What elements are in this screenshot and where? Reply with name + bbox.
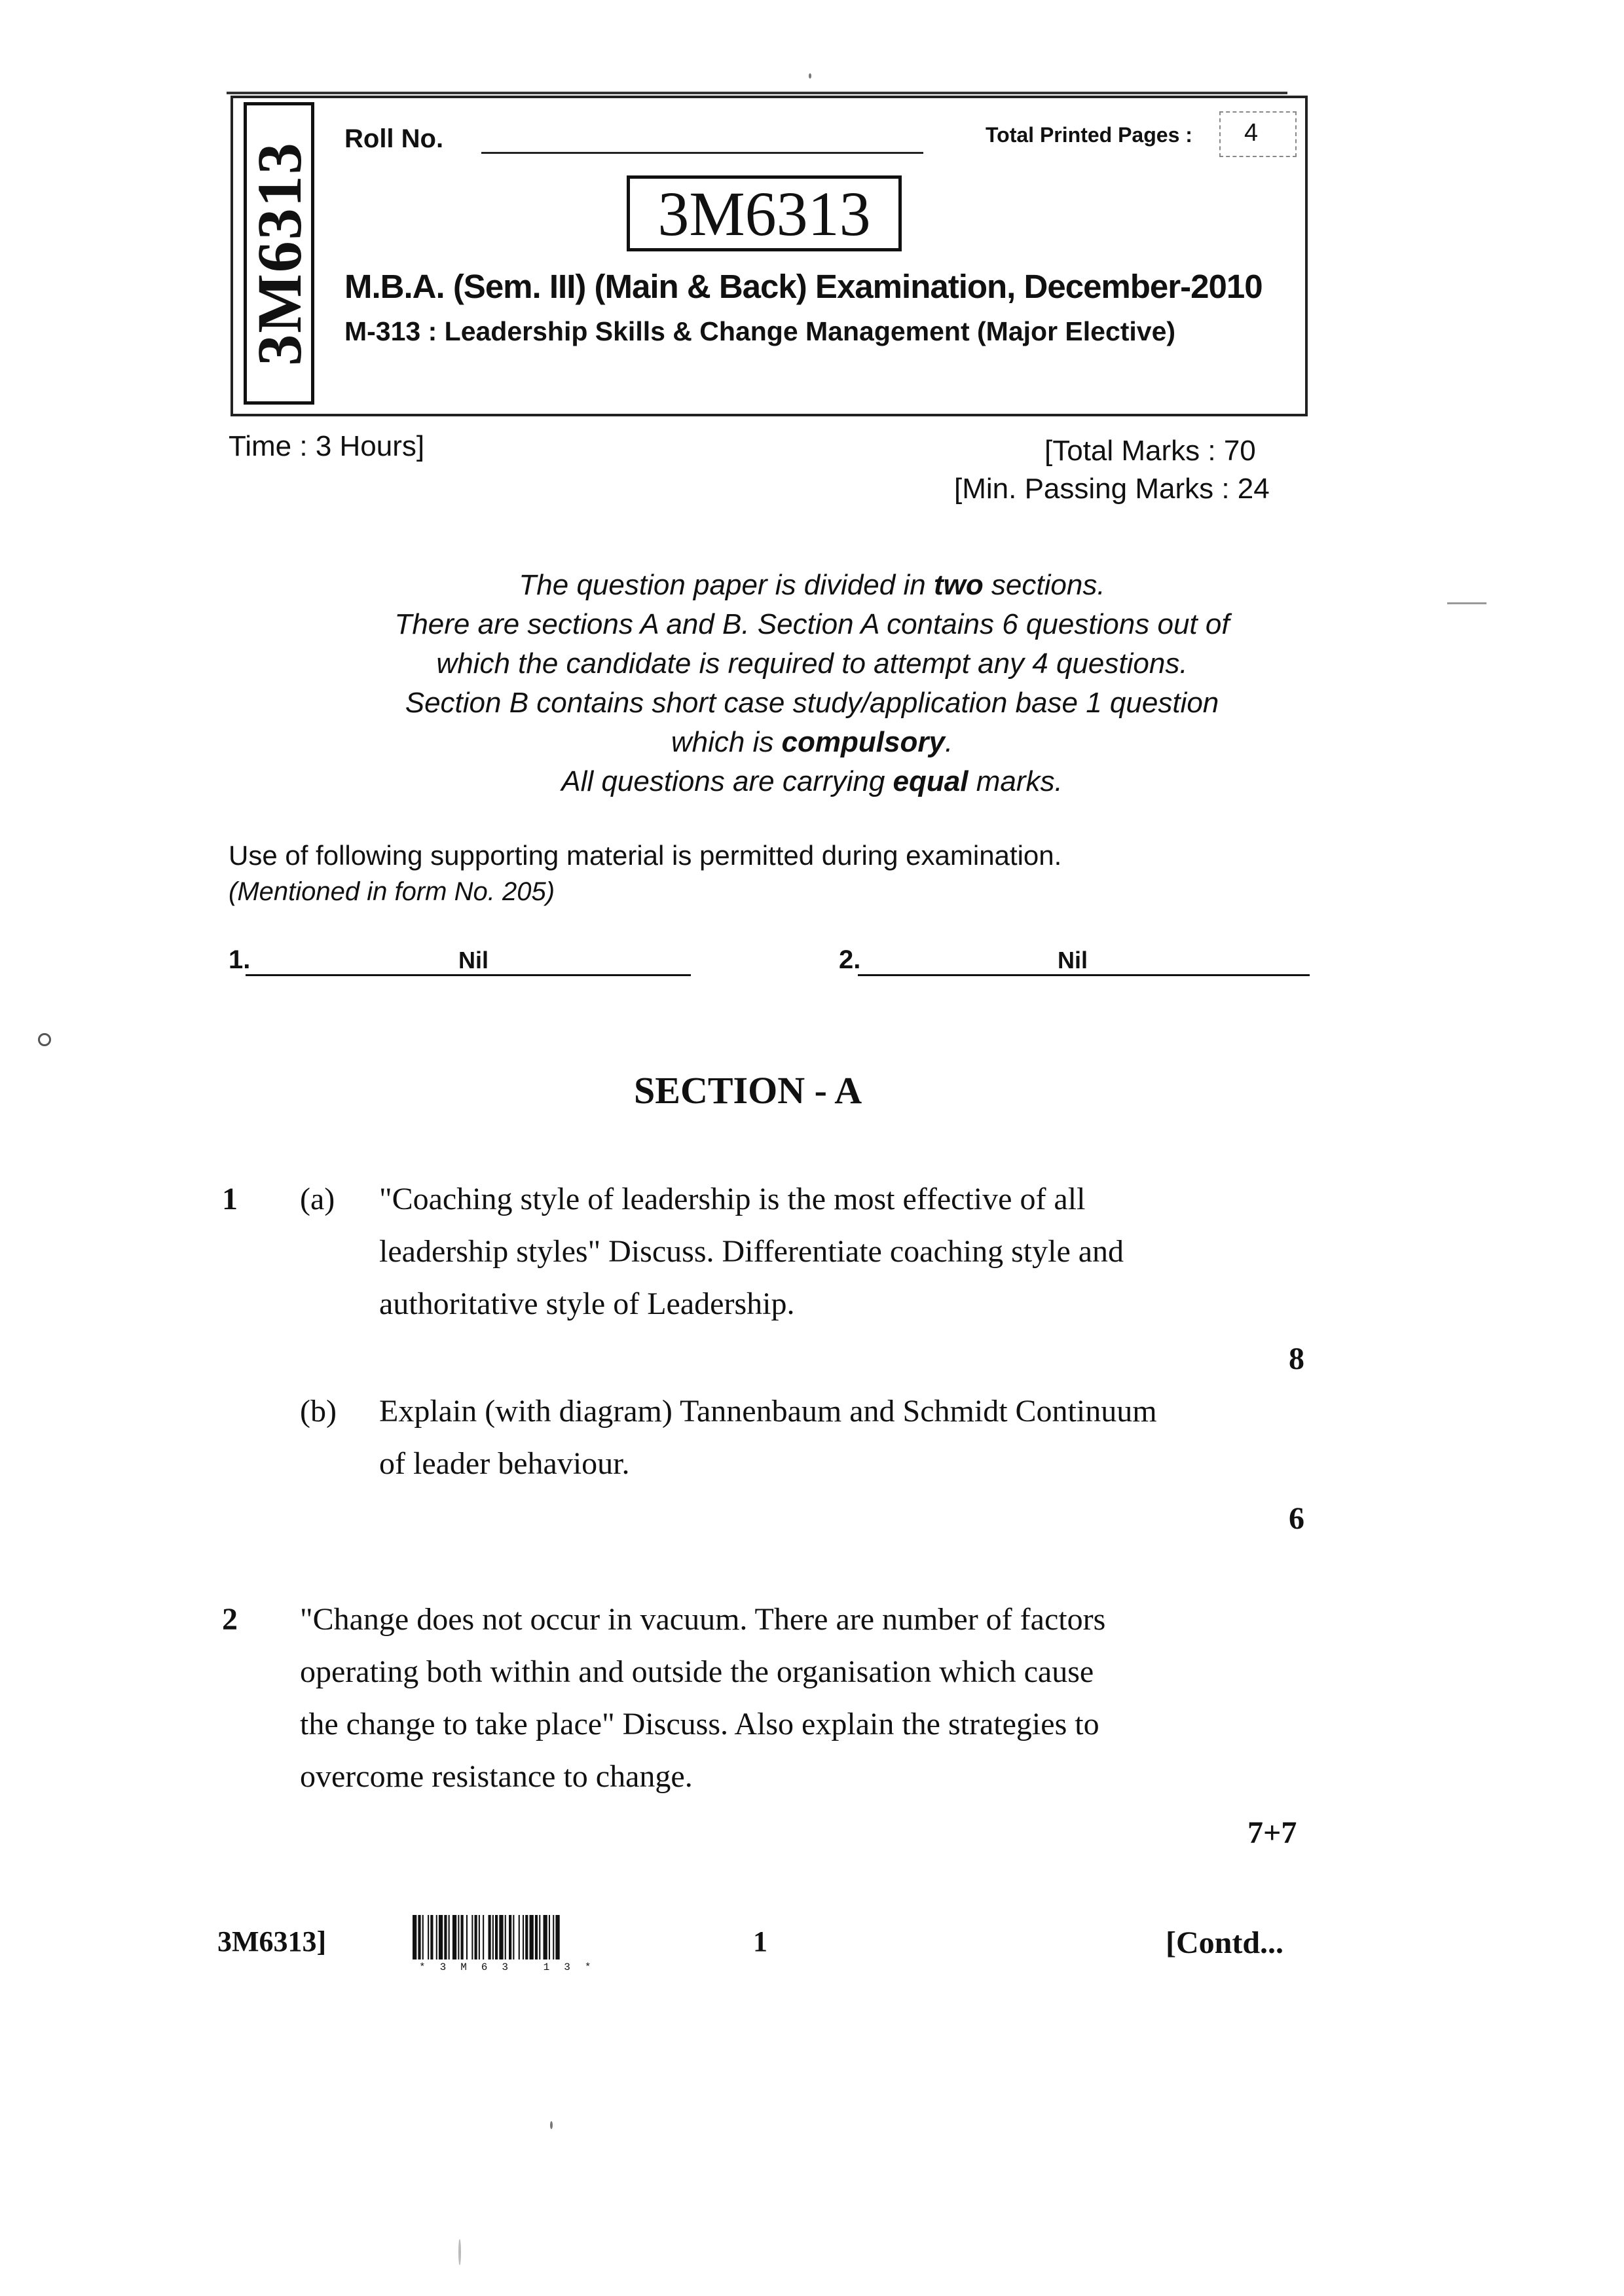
- scan-speck: [550, 2121, 553, 2129]
- instruction-text: The question paper is divided in: [519, 569, 934, 601]
- question-2-marks: 7+7: [1247, 1815, 1297, 1850]
- instruction-text: .: [944, 726, 953, 758]
- scan-speck: [458, 2239, 461, 2265]
- question-2-line-1: "Change does not occur in vacuum. There are number of factors: [300, 1602, 1106, 1637]
- supporting-material-line: Use of following supporting material is permitted during examination.: [229, 840, 1062, 871]
- total-pages-label: Total Printed Pages :: [986, 123, 1192, 147]
- instruction-line-4: Section B contains short case study/application base 1 question: [405, 687, 1219, 719]
- barcode-bar: [489, 1915, 491, 1959]
- question-1a-line-1: "Coaching style of leadership is the most effective of all: [379, 1182, 1086, 1216]
- barcode-bar: [525, 1915, 528, 1959]
- roll-number-label: Roll No.: [344, 124, 444, 153]
- barcode-bar: [544, 1915, 547, 1959]
- question-1b-line-1: Explain (with diagram) Tannenbaum and Schmidt Continuum: [379, 1394, 1157, 1429]
- min-passing-marks: [Min. Passing Marks : 24: [954, 473, 1270, 505]
- supporting-material-note: (Mentioned in form No. 205): [229, 877, 555, 906]
- barcode-bar: [458, 1915, 459, 1959]
- barcode-bar: [466, 1915, 468, 1959]
- scan-ring-mark: [38, 1033, 51, 1046]
- continued-label: [Contd...: [1166, 1925, 1284, 1960]
- barcode-bar: [492, 1915, 494, 1959]
- instruction-line-2: There are sections A and B. Section A contains 6 questions out of: [394, 608, 1230, 640]
- total-pages-value: 4: [1244, 119, 1259, 147]
- scan-speck: [809, 73, 811, 79]
- instruction-emphasis: two: [933, 569, 984, 601]
- question-2-line-2: operating both within and outside the organisation which cause: [300, 1654, 1094, 1689]
- barcode-bar: [523, 1915, 524, 1959]
- exam-subtitle: M-313 : Leadership Skills & Change Management (Major Elective): [344, 316, 1176, 346]
- barcode-bar: [413, 1915, 416, 1959]
- time-allowed: Time : 3 Hours]: [229, 430, 425, 462]
- question-1b-label: (b): [300, 1394, 337, 1429]
- barcode-bar: [452, 1915, 456, 1959]
- barcode-bar: [461, 1915, 464, 1959]
- barcode-bar: [530, 1915, 534, 1959]
- question-1b-marks: 6: [1289, 1501, 1304, 1536]
- barcode-bar: [505, 1915, 506, 1959]
- barcode-bar: [422, 1915, 424, 1959]
- question-2-line-4: overcome resistance to change.: [300, 1759, 693, 1794]
- question-2-number: 2: [222, 1602, 238, 1637]
- barcode-bar: [418, 1915, 420, 1959]
- barcode-bar: [555, 1915, 559, 1959]
- barcode-bar: [539, 1915, 540, 1959]
- barcode-bar: [553, 1915, 554, 1959]
- barcode-icon: [413, 1915, 694, 1959]
- barcode-bar: [513, 1915, 514, 1959]
- question-1b-line-2: of leader behaviour.: [379, 1446, 630, 1481]
- barcode-digits: *3M63 13*: [419, 1961, 606, 1973]
- barcode-bar: [479, 1915, 480, 1959]
- barcode-bar: [483, 1915, 484, 1959]
- exam-title: M.B.A. (Sem. III) (Main & Back) Examination, December-2010: [344, 268, 1263, 305]
- question-1a-line-2: leadership styles" Discuss. Differentiate coaching style and: [379, 1234, 1124, 1269]
- side-code-text: 3M6313: [244, 141, 314, 366]
- question-1-number: 1: [222, 1182, 238, 1216]
- header-top-rule: [227, 92, 1287, 94]
- barcode-bar: [509, 1915, 511, 1959]
- supporting-item-2-number: 2.: [839, 945, 861, 974]
- barcode-bar: [475, 1915, 477, 1959]
- barcode-bar: [519, 1915, 520, 1959]
- supporting-item-2-line: [858, 974, 1310, 976]
- section-heading: SECTION - A: [634, 1069, 862, 1112]
- question-1a-marks: 8: [1289, 1341, 1304, 1376]
- paper-code-box: [627, 175, 902, 251]
- page-number: 1: [753, 1925, 767, 1958]
- side-code: [244, 102, 314, 405]
- supporting-item-1-number: 1.: [229, 945, 251, 974]
- roll-number-field: [481, 152, 923, 154]
- paper-code: 3M6313: [657, 178, 871, 249]
- instruction-line-3: which the candidate is required to attempt any 4 questions.: [436, 647, 1188, 680]
- instruction-line-5: [0, 728, 1624, 757]
- instruction-line-1: [0, 571, 1624, 600]
- scan-speck: [1447, 602, 1486, 604]
- supporting-item-2-value: Nil: [1058, 947, 1088, 974]
- barcode-bar: [430, 1915, 433, 1959]
- instruction-text: sections.: [983, 569, 1105, 601]
- barcode-bar: [439, 1915, 443, 1959]
- instruction-text: marks.: [968, 765, 1063, 797]
- barcode-bar: [549, 1915, 550, 1959]
- instruction-line-6: [0, 767, 1624, 796]
- barcode-bar: [436, 1915, 437, 1959]
- instruction-text: All questions are carrying: [561, 765, 893, 797]
- barcode-bar: [471, 1915, 473, 1959]
- barcode-bar: [495, 1915, 498, 1959]
- instruction-emphasis: equal: [893, 765, 969, 797]
- supporting-item-1-line: [246, 974, 691, 976]
- barcode-bar: [428, 1915, 429, 1959]
- total-marks: [Total Marks : 70: [1044, 435, 1256, 467]
- barcode-bar: [444, 1915, 447, 1959]
- instruction-text: which is: [671, 726, 782, 758]
- barcode-bar: [499, 1915, 503, 1959]
- question-2-line-3: the change to take place" Discuss. Also explain the strategies to: [300, 1707, 1099, 1741]
- question-1a-line-3: authoritative style of Leadership.: [379, 1286, 795, 1321]
- instruction-emphasis: compulsory: [781, 726, 945, 758]
- barcode-bar: [535, 1915, 538, 1959]
- barcode-bar: [449, 1915, 450, 1959]
- footer-paper-code: 3M6313]: [217, 1925, 327, 1958]
- question-1a-label: (a): [300, 1182, 335, 1216]
- supporting-item-1-value: Nil: [458, 947, 489, 974]
